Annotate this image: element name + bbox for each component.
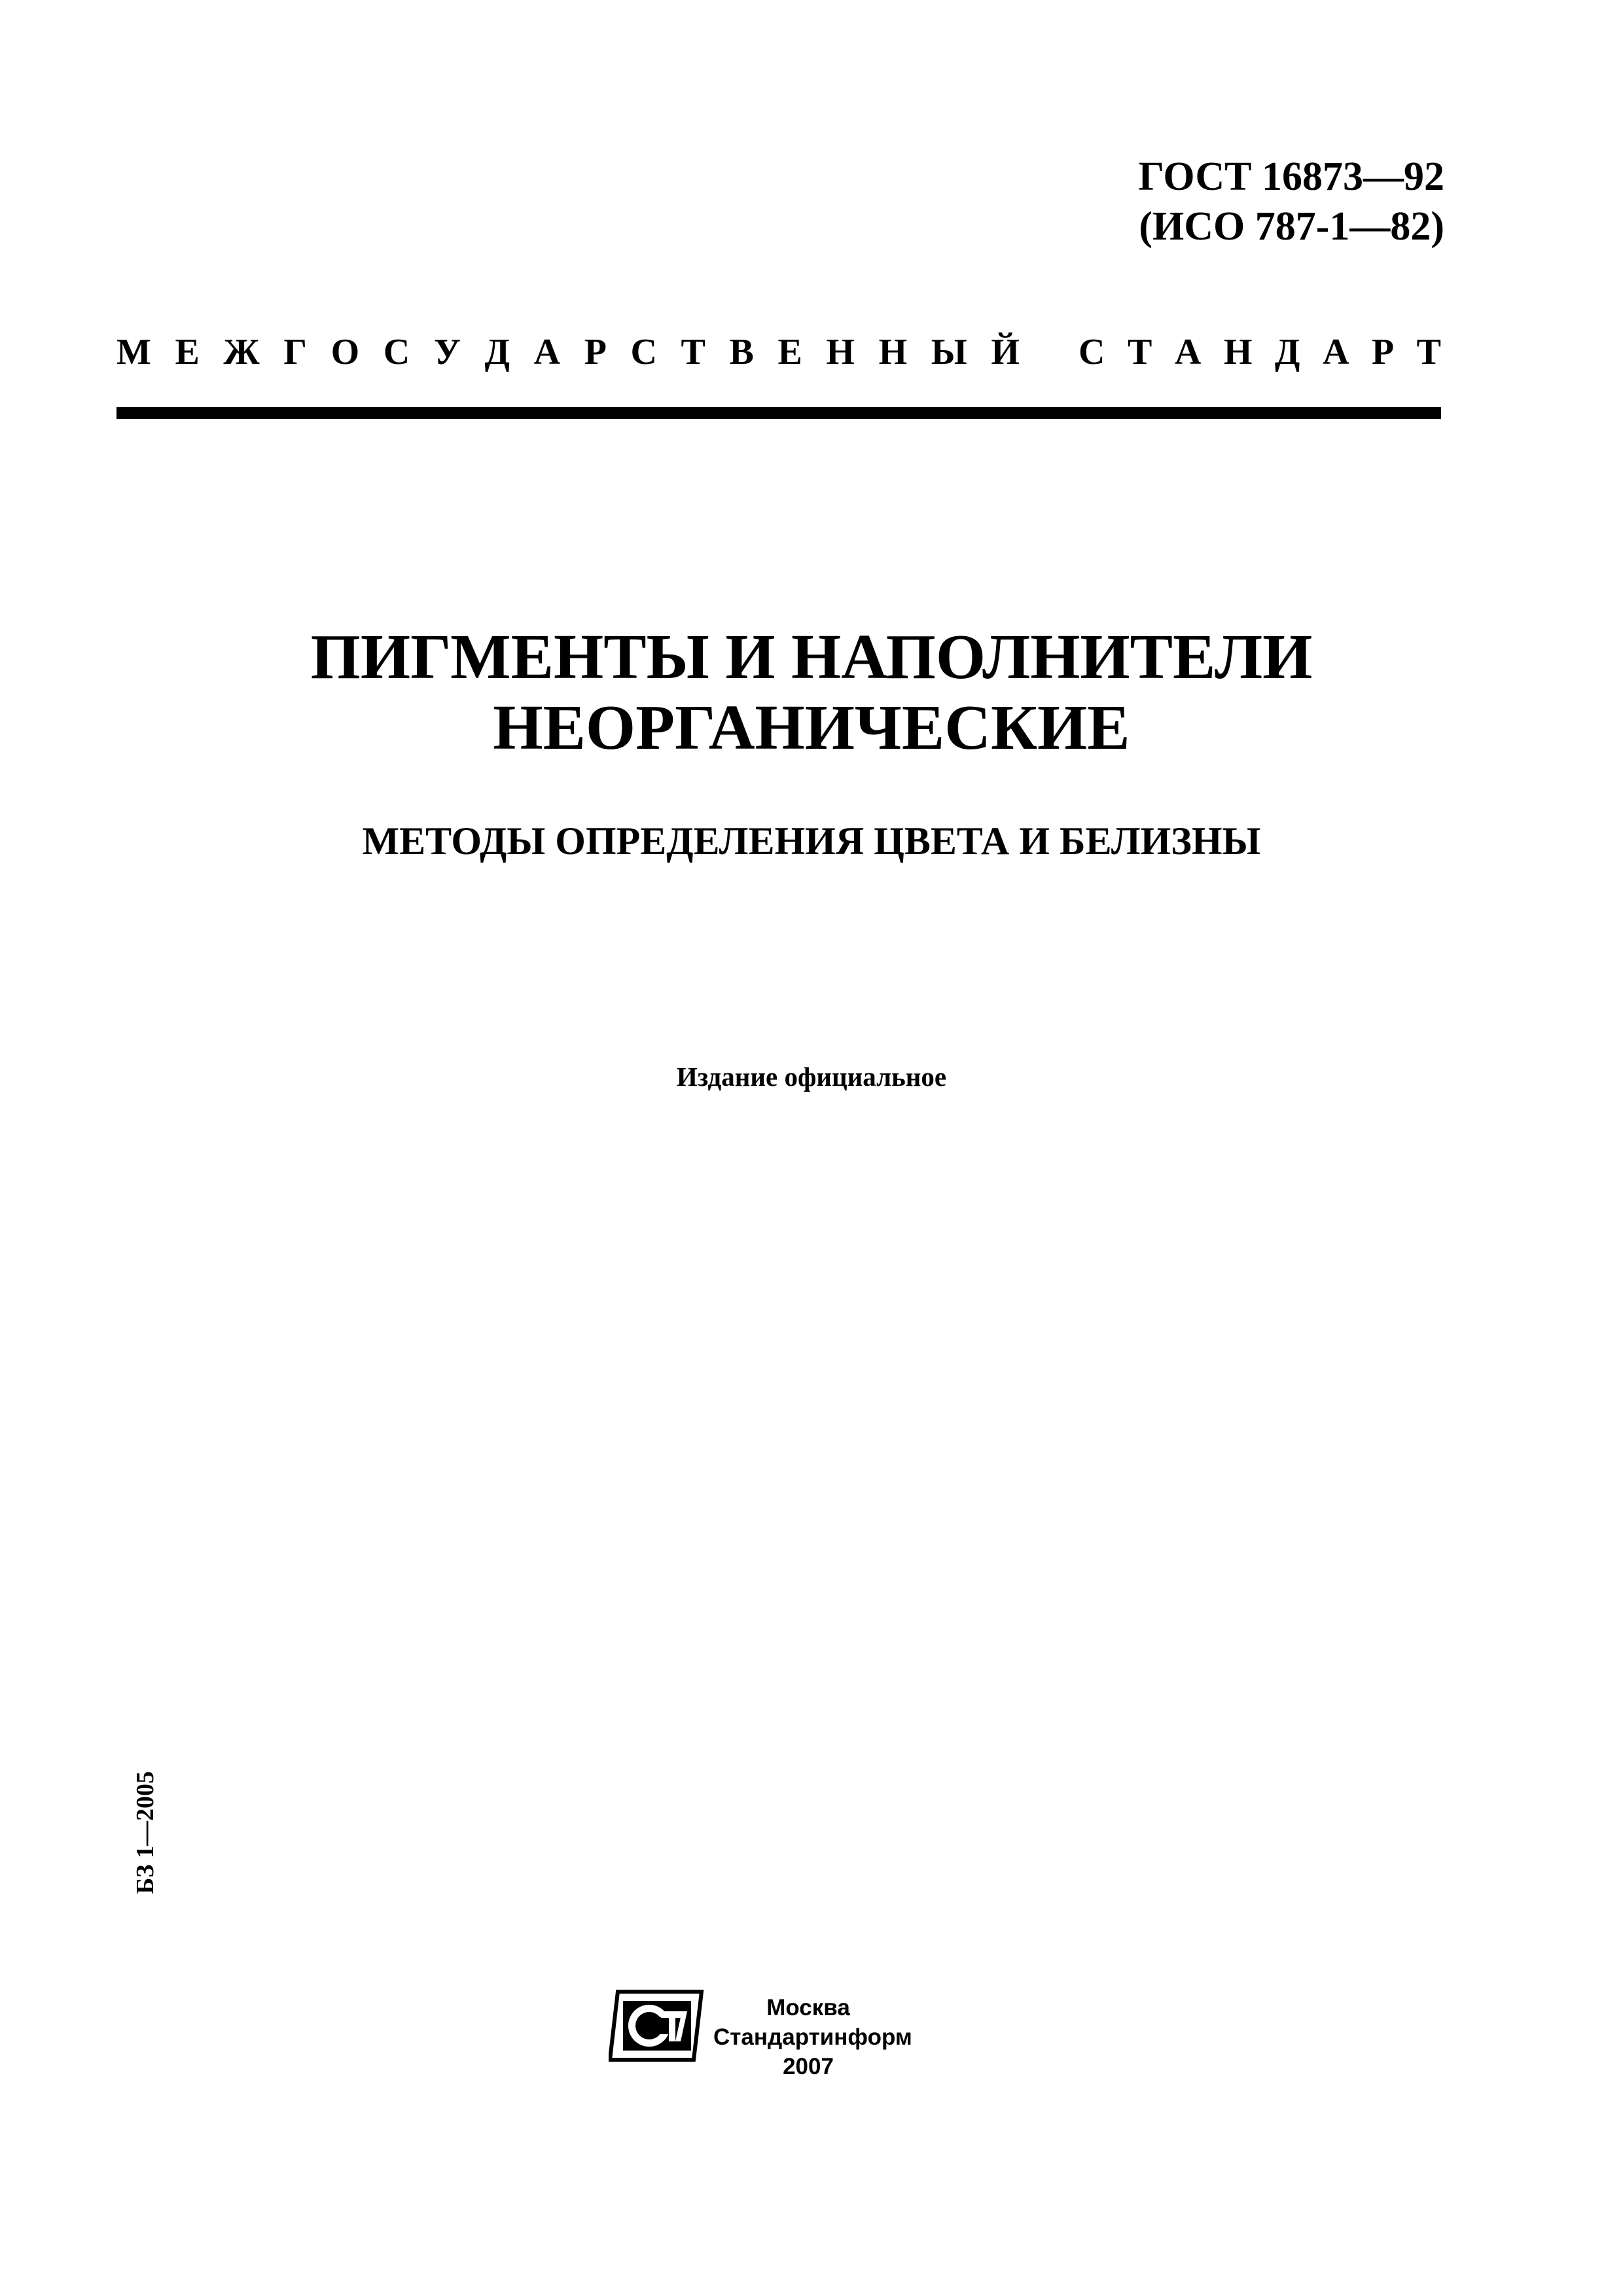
title-line-1: ПИГМЕНТЫ И НАПОЛНИТЕЛИ	[310, 622, 1313, 692]
edition-label: Издание официальное	[676, 1062, 947, 1092]
letter: Д	[484, 332, 510, 372]
letter: А	[533, 332, 561, 372]
letter: С	[383, 332, 410, 372]
letter: Г	[283, 332, 308, 372]
standard-type-word-1	[116, 331, 1020, 373]
side-code: БЗ 1—2005	[132, 1771, 159, 1894]
letter: Н	[1223, 332, 1253, 372]
letter: О	[330, 332, 360, 372]
letter: Й	[991, 332, 1020, 372]
letter: Р	[584, 332, 607, 372]
letter: У	[433, 332, 461, 372]
gost-number: ГОСТ 16873—92	[1138, 154, 1444, 199]
letter: С	[630, 332, 657, 372]
letter: М	[116, 332, 151, 372]
document-number	[1138, 152, 1444, 251]
letter: В	[729, 332, 754, 372]
letter: Е	[777, 332, 802, 372]
title-line-2: НЕОРГАНИЧЕСКИЕ	[493, 692, 1130, 763]
letter: Д	[1274, 332, 1300, 372]
letter: Т	[1127, 332, 1152, 372]
letter: Н	[878, 332, 908, 372]
document-subtitle: МЕТОДЫ ОПРЕДЕЛЕНИЯ ЦВЕТА И БЕЛИЗНЫ	[362, 819, 1261, 863]
letter: Т	[1416, 332, 1441, 372]
publication-year: 2007	[783, 2054, 834, 2079]
letter: Н	[826, 332, 855, 372]
publisher-info	[713, 1993, 912, 2081]
standard-type-word-2	[1079, 331, 1441, 373]
letter: А	[1174, 332, 1202, 372]
letter: Е	[175, 332, 200, 372]
letter: Ж	[223, 332, 260, 372]
letter: А	[1322, 332, 1349, 372]
publisher-name: Стандартинформ	[713, 2024, 912, 2050]
letter: Т	[681, 332, 705, 372]
publisher-city: Москва	[766, 1995, 850, 2020]
publisher-logo-icon	[609, 1986, 707, 2065]
header-rule	[116, 407, 1441, 419]
document-title	[0, 622, 1623, 763]
letter: Ы	[931, 332, 967, 372]
letter: Р	[1371, 332, 1395, 372]
iso-number: (ИСО 787-1—82)	[1139, 204, 1444, 249]
letter: С	[1079, 332, 1105, 372]
standard-type	[116, 326, 1441, 378]
